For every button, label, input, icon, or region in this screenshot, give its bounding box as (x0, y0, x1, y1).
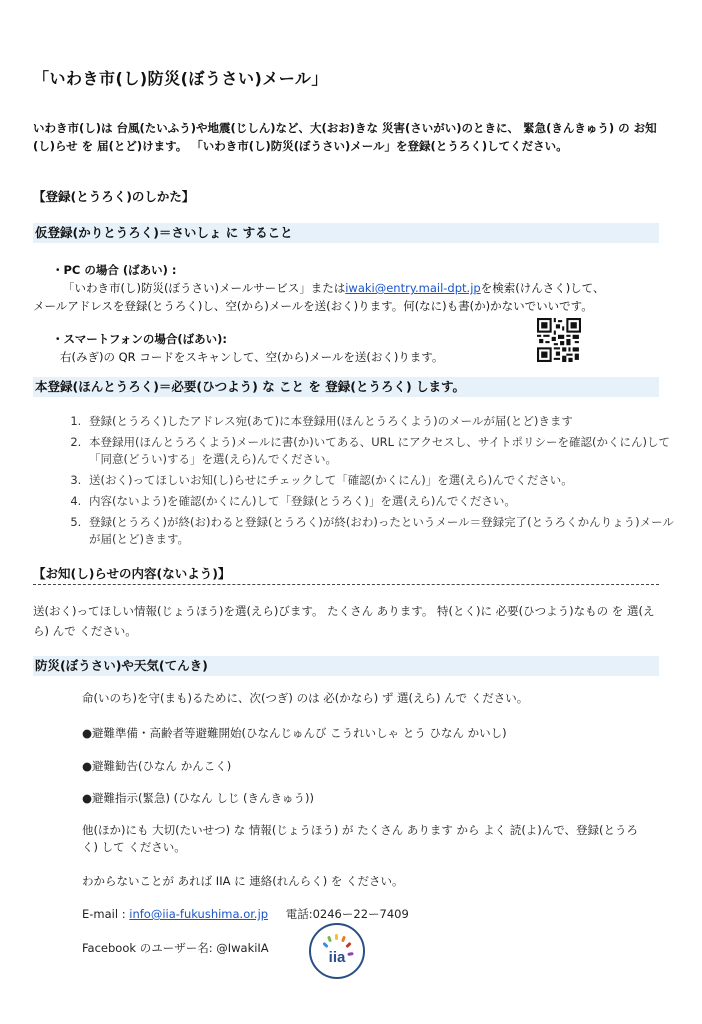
contact-question-text: わからないことが あれば IIA に 連絡(れんらく) を ください。 (82, 874, 404, 888)
contact-email-link[interactable]: info@iia-fukushima.or.jp (129, 907, 269, 921)
qr-code-icon[interactable] (537, 318, 581, 362)
disaster-lead-text: 命(いのち)を守(まも)るために、次(つぎ) のは 必(かなら) ず 選(えら) んで ください。 (82, 691, 529, 705)
smartphone-title: ・スマートフォンの場合(ばあい): (52, 332, 227, 346)
pc-line-1 (33, 279, 663, 297)
list-item: 2. 本登録用(ほんとうろくよう)メールに書(か)いてある、URL にアクセスし、サイトポリシーを確認(かくにん)して「同意(どうい)する」を選(えら)んでください。 (85, 434, 685, 468)
evacuation-item-label: 避難指示(緊急) (ひなん しじ (きんきゅう)) (92, 791, 314, 805)
registration-steps-list (55, 413, 685, 552)
list-item: 3. 送(おく)ってほしいお知(し)らせにチェックして「確認(かくにん)」を選(えら)んでください。 (85, 472, 685, 489)
pc-title: ・PC の場合 (ばあい) : (52, 263, 177, 277)
pre-registration-heading: 仮登録(かりとうろく)＝さいしょ に すること (33, 223, 659, 243)
contact-line (82, 906, 409, 922)
logo-text: iia (328, 949, 346, 966)
pc-section (52, 261, 652, 279)
page-title: 「いわき市(し)防災(ぼうさい)メール」 (33, 69, 328, 88)
smartphone-section (52, 330, 522, 366)
email-label: E-mail : (82, 907, 126, 921)
pc-line-2: メールアドレスを登録(とうろく)し、空(から)メールを送(おく)ります。何(なに)も書(か)かないでいいです。 (33, 299, 593, 313)
entry-email-link[interactable]: iwaki@entry.mail-dpt.jp (345, 281, 481, 295)
dashed-divider (33, 584, 659, 585)
list-item: 4. 内容(ないよう)を確認(かくにん)して「登録(とうろく)」を選(えら)んでください。 (85, 493, 685, 510)
notice-contents-text: 送(おく)ってほしい情報(じょうほう)を選(えら)びます。 たくさん あります。 特(とく)に 必要(ひつよう)なもの を 選(えら) んで ください。 (33, 604, 655, 638)
smartphone-text: 右(みぎ)の QR コードをスキャンして、空(から)メールを送(おく)ります。 (60, 350, 444, 364)
how-to-register-heading: 【登録(とうろく)のしかた】 (33, 189, 195, 204)
list-item: 1. 登録(とうろく)したアドレス宛(あて)に本登録用(ほんとうろくよう)のメールが届(とど)きます (85, 413, 685, 430)
evacuation-item-prep (82, 725, 507, 742)
intro-paragraph: いわき市(し)は 台風(たいふう)や地震(じしん)など、大(おお)きな 災害(さいがい)のときに、 緊急(きんきゅう) の お知(し)らせ を 届(とど)けます。 「いわき市(し)防災(ぼうさい)メール」を登録(とうろく)してください。 (33, 121, 657, 153)
iia-logo (309, 923, 365, 979)
list-item: 5. 登録(とうろく)が終(お)わると登録(とうろく)が終(おわ)ったというメール＝登録完了(とうろくかんりょう)メールが届(とど)きます。 (85, 514, 685, 548)
evacuation-item-advisory (82, 758, 231, 775)
pc-instructions (33, 279, 663, 315)
notice-contents-heading: 【お知(し)らせの内容(ないよう)】 (33, 566, 231, 581)
main-registration-heading: 本登録(ほんとうろく)＝必要(ひつよう) な こと を 登録(とうろく) します。 (33, 377, 659, 397)
other-info-text: 他(ほか)にも 大切(たいせつ) な 情報(じょうほう) が たくさん あります から よく 読(よ)んで、登録(とうろく) して ください。 (82, 823, 639, 854)
evacuation-item-label: 避難勧告(ひなん かんこく) (92, 759, 232, 773)
pc-text-before: 「いわき市(し)防災(ぼうさい)メールサービス」または (63, 281, 346, 295)
disaster-weather-heading: 防災(ぼうさい)や天気(てんき) (33, 656, 659, 676)
evacuation-item-label: 避難準備・高齢者等避難開始(ひなんじゅんび こうれいしゃ とう ひなん かいし) (92, 726, 507, 740)
pc-text-after: を検索(けんさく)して、 (480, 281, 605, 295)
evacuation-item-order (82, 790, 314, 807)
phone-number: 電話:0246ー22ー7409 (285, 907, 409, 921)
facebook-line: Facebook のユーザー名: @IwakiIA (82, 941, 269, 955)
